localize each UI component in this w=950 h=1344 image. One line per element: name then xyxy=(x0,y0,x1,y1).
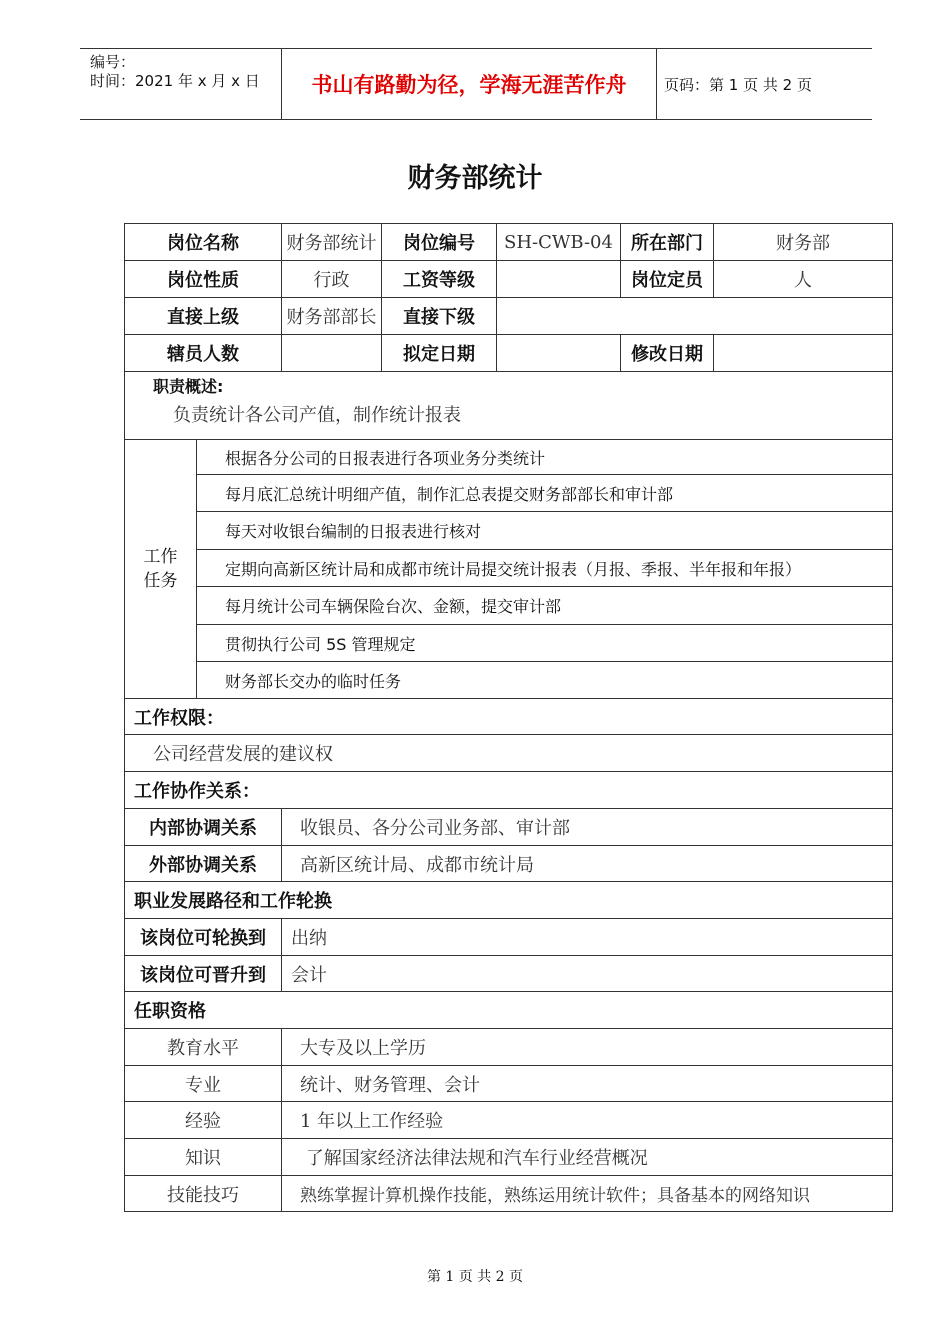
qualifications-heading: 任职资格 xyxy=(125,992,893,1029)
authority-row xyxy=(125,735,893,772)
cooperation-row xyxy=(125,846,893,882)
task-row xyxy=(125,662,893,699)
summary-text: 负责统计各公司产值，制作统计报表 xyxy=(173,405,461,426)
authority-heading: 工作权限： xyxy=(125,699,893,735)
qualification-row xyxy=(125,1066,893,1102)
position-name-label: 岗位名称 xyxy=(125,224,282,261)
task-item: 根据各分公司的日报表进行各项业务分类统计 xyxy=(197,440,893,475)
salary-grade-value xyxy=(497,261,621,298)
cooperation-heading: 工作协作关系： xyxy=(125,772,893,809)
section-row xyxy=(125,992,893,1029)
promotion-label: 该岗位可晋升到 xyxy=(125,956,282,992)
direct-superior-label: 直接上级 xyxy=(125,298,282,335)
task-row xyxy=(125,512,893,550)
task-item: 每月底汇总统计明细产值，制作汇总表提交财务部部长和审计部 xyxy=(197,475,893,512)
direct-subordinate-value xyxy=(497,298,893,335)
department-value: 财务部 xyxy=(714,224,893,261)
header-page-number: 页码：第 1 页 共 2 页 xyxy=(664,75,812,94)
direct-superior-value: 财务部部长 xyxy=(282,298,382,335)
salary-grade-label: 工资等级 xyxy=(382,261,497,298)
header-motto: 书山有路勤为径，学海无涯苦作舟 xyxy=(311,72,627,97)
position-code-label: 岗位编号 xyxy=(382,224,497,261)
authority-text: 公司经营发展的建议权 xyxy=(125,735,893,772)
qualification-row xyxy=(125,1029,893,1066)
basic-row xyxy=(125,298,893,335)
page-title: 财务部统计 xyxy=(407,163,543,194)
career-row xyxy=(125,956,893,992)
draft-date-label: 拟定日期 xyxy=(382,335,497,372)
section-row xyxy=(125,699,893,735)
position-type-label: 岗位性质 xyxy=(125,261,282,298)
staff-count-value xyxy=(282,335,382,372)
task-item: 每天对收银台编制的日报表进行核对 xyxy=(197,512,893,550)
major-value: 统计、财务管理、会计 xyxy=(282,1066,893,1102)
position-name-value: 财务部统计 xyxy=(282,224,382,261)
qualification-row xyxy=(125,1102,893,1139)
position-code-value: SH-CWB-04 xyxy=(497,224,621,261)
responsibility-summary xyxy=(125,372,893,440)
task-item: 贯彻执行公司 5S 管理规定 xyxy=(197,625,893,662)
headcount-label: 岗位定员 xyxy=(621,261,714,298)
revision-date-label: 修改日期 xyxy=(621,335,714,372)
experience-value: 1 年以上工作经验 xyxy=(282,1102,893,1139)
qualification-row xyxy=(125,1176,893,1212)
direct-subordinate-label: 直接下级 xyxy=(382,298,497,335)
work-tasks-label-line: 任务 xyxy=(143,571,178,591)
work-tasks-label-line: 工作 xyxy=(143,547,178,567)
summary-heading: 职责概述: xyxy=(153,377,224,396)
summary-row xyxy=(125,372,893,440)
work-tasks-label xyxy=(125,440,197,699)
task-row xyxy=(125,550,893,587)
revision-date-value xyxy=(714,335,893,372)
position-type-value: 行政 xyxy=(282,261,382,298)
knowledge-label: 知识 xyxy=(125,1139,282,1176)
skills-value: 熟练掌握计算机操作技能，熟练运用统计软件；具备基本的网络知识 xyxy=(282,1176,893,1212)
code-label: 编号： xyxy=(90,53,136,71)
education-value: 大专及以上学历 xyxy=(282,1029,893,1066)
basic-row xyxy=(125,224,893,261)
experience-label: 经验 xyxy=(125,1102,282,1139)
skills-label: 技能技巧 xyxy=(125,1176,282,1212)
task-item: 每月统计公司车辆保险台次、金额，提交审计部 xyxy=(197,587,893,625)
header-meta xyxy=(90,53,260,91)
external-coordination-value: 高新区统计局、成都市统计局 xyxy=(282,846,893,882)
task-item: 定期向高新区统计局和成都市统计局提交统计报表（月报、季报、半年报和年报） xyxy=(197,550,893,587)
basic-row xyxy=(125,261,893,298)
header-divider xyxy=(656,49,657,119)
task-row xyxy=(125,625,893,662)
knowledge-value: 了解国家经济法律法规和汽车行业经营概况 xyxy=(282,1139,893,1176)
task-row xyxy=(125,587,893,625)
page-footer: 第 1 页 共 2 页 xyxy=(426,1269,524,1285)
major-label: 专业 xyxy=(125,1066,282,1102)
staff-count-label: 辖员人数 xyxy=(125,335,282,372)
job-description-table xyxy=(124,223,893,1212)
document-header xyxy=(80,48,872,120)
external-coordination-label: 外部协调关系 xyxy=(125,846,282,882)
task-row xyxy=(125,475,893,512)
qualification-row xyxy=(125,1139,893,1176)
internal-coordination-label: 内部协调关系 xyxy=(125,809,282,846)
section-row xyxy=(125,882,893,919)
basic-row xyxy=(125,335,893,372)
headcount-value: 人 xyxy=(714,261,893,298)
internal-coordination-value: 收银员、各分公司业务部、审计部 xyxy=(282,809,893,846)
education-label: 教育水平 xyxy=(125,1029,282,1066)
rotation-value: 出纳 xyxy=(282,919,893,956)
rotation-label: 该岗位可轮换到 xyxy=(125,919,282,956)
department-label: 所在部门 xyxy=(621,224,714,261)
cooperation-row xyxy=(125,809,893,846)
task-item: 财务部长交办的临时任务 xyxy=(197,662,893,699)
draft-date-value xyxy=(497,335,621,372)
career-heading: 职业发展路径和工作轮换 xyxy=(125,882,893,919)
date-text: 时间：2021 年 x 月 x 日 xyxy=(90,72,260,90)
section-row xyxy=(125,772,893,809)
task-row xyxy=(125,440,893,475)
promotion-value: 会计 xyxy=(282,956,893,992)
career-row xyxy=(125,919,893,956)
